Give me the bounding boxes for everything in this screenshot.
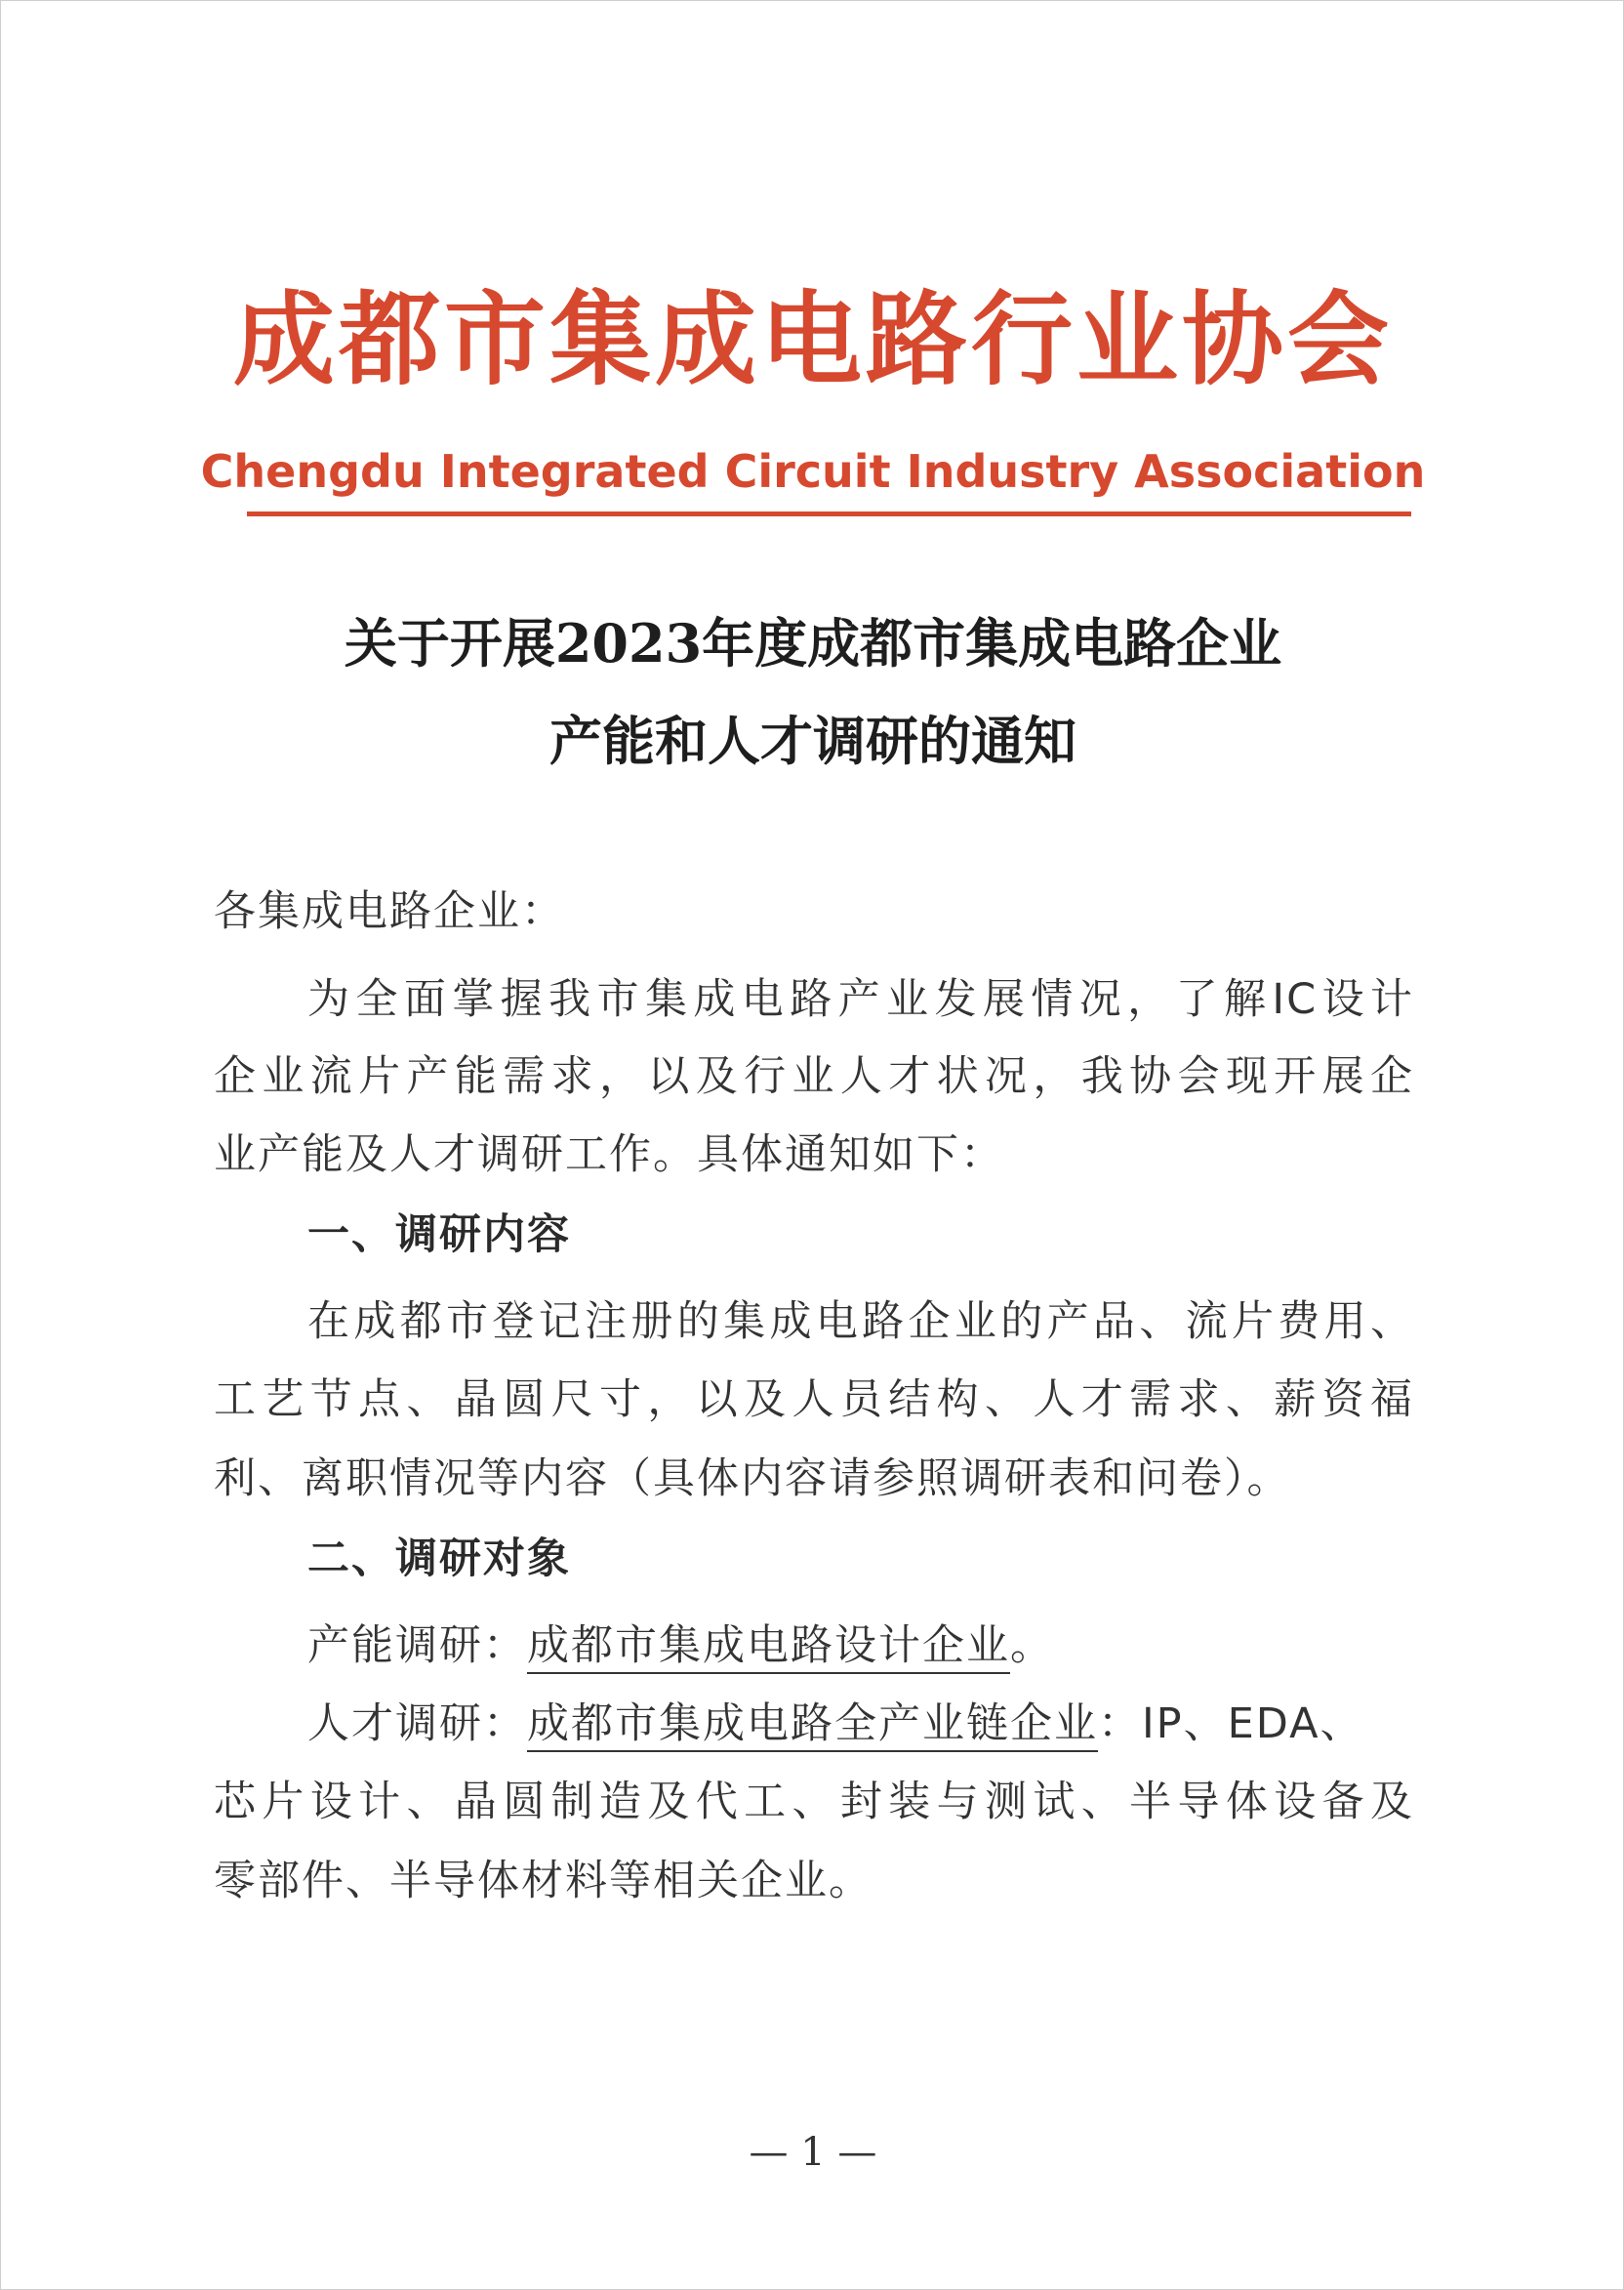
document-title-line-1: 关于开展2023年度成都市集成电路企业 [344, 612, 1282, 675]
document-title-line-2: 产能和人才调研的通知 [549, 710, 1076, 772]
talent-survey-label: 人才调研： [307, 1699, 527, 1748]
section-2-heading: 二、调研对象 [307, 1534, 571, 1583]
page-number: — 1 — [749, 2130, 877, 2175]
capacity-survey-end: 。 [1010, 1621, 1054, 1670]
talent-survey-target: 成都市集成电路全产业链企业 [527, 1699, 1098, 1752]
capacity-survey-target: 成都市集成电路设计企业 [527, 1621, 1010, 1674]
section-1-line-1: 在成都市登记注册的集成电路企业的产品、流片费用、 [307, 1297, 1414, 1346]
org-name-en: Chengdu Integrated Circuit Industry Association [200, 445, 1426, 498]
document-title [1, 594, 1624, 790]
section-1-heading: 一、调研内容 [307, 1210, 571, 1259]
intro-line-3: 业产能及人才调研工作。具体通知如下： [214, 1130, 1004, 1179]
intro-line-1: 为全面掌握我市集成电路产业发展情况，了解IC设计 [307, 975, 1414, 1024]
talent-survey-line [307, 1695, 1364, 1753]
talent-survey-rest: ：IP、EDA、 [1098, 1699, 1364, 1748]
talent-survey-line-3: 零部件、半导体材料等相关企业。 [214, 1857, 873, 1905]
salutation: 各集成电路企业： [214, 887, 565, 936]
section-1-line-3: 利、离职情况等内容（具体内容请参照调研表和问卷）。 [214, 1454, 1291, 1503]
letterhead-divider [247, 511, 1411, 516]
talent-survey-line-2: 芯片设计、晶圆制造及代工、封装与测试、半导体设备及 [214, 1778, 1414, 1826]
section-1-line-2: 工艺节点、晶圆尺寸，以及人员结构、人才需求、薪资福 [214, 1375, 1414, 1424]
intro-line-2: 企业流片产能需求，以及行业人才状况，我协会现开展企 [214, 1052, 1414, 1101]
capacity-survey-line [307, 1616, 1054, 1675]
org-name-cn: 成都市集成电路行业协会 [232, 279, 1393, 399]
capacity-survey-label: 产能调研： [307, 1621, 527, 1670]
